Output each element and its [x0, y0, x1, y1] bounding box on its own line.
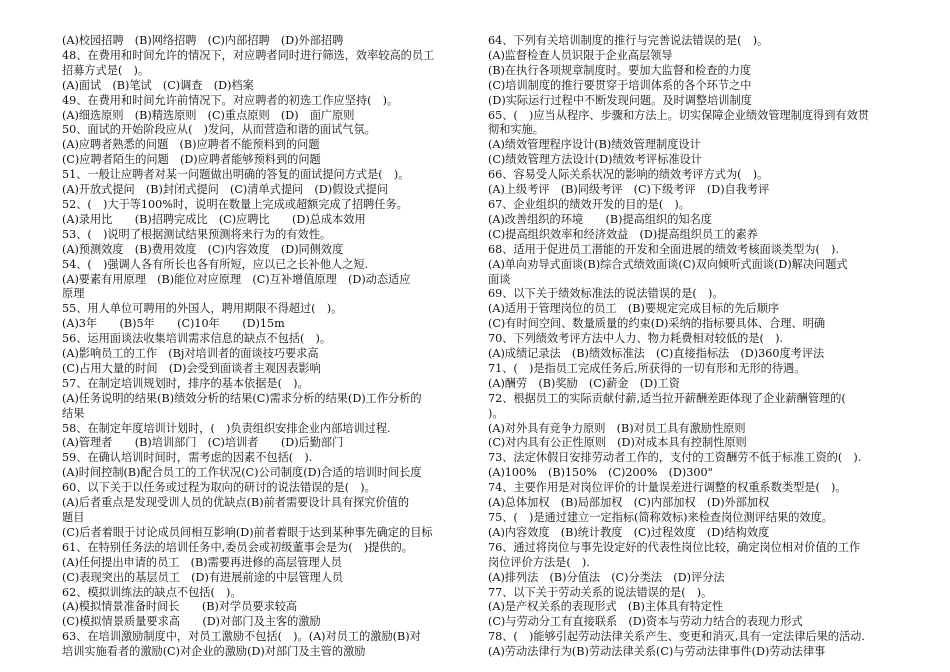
- left-column-line: (A)细选原则 (B)精选原则 (C)重点原则 (D) 面广原则: [62, 108, 355, 122]
- right-column-line: 70、下列绩效考评方法中人力、物力耗费相对较低的是( ).: [488, 332, 784, 346]
- left-column-line: (A)要素有用原理 (B)能位对应原理 (C)互补增值原理 (D)动态适应: [62, 272, 411, 286]
- right-column-line: 彻和实施。: [488, 123, 544, 137]
- left-column-line: (A)后者重点是发现受训人员的优缺点(B)前者需要设计具有探究价值的: [62, 496, 410, 510]
- right-column-line: (C)培训制度的推行要贯穿于培训体系的各个环节之中: [488, 78, 752, 92]
- right-column-line: )。: [488, 406, 504, 420]
- right-column-line: (A)100% (B)150% (C)200% (D)300": [488, 466, 713, 480]
- right-column-line: 66、容易受人际关系状况的影响的绩效考评方式为( )。: [488, 168, 769, 182]
- right-column-line: 72、根据员工的实际贡献付薪,适当拉开薪酬差距体现了企业薪酬管理的(: [488, 391, 846, 405]
- right-column-line: 78、( )能够引起劳动法律关系产生、变更和消灭,具有一定法律后果的活动.: [488, 630, 865, 644]
- right-column: [488, 34, 902, 660]
- right-column-line: 71、( )是指员工完成任务后,所获得的一切有形和无形的待遇。: [488, 361, 806, 375]
- left-column-line: 培训实施看者的激励(C)对企业的激励(D)对部门及主管的激励: [62, 645, 366, 659]
- left-column-line: 题目: [62, 511, 85, 524]
- right-column-line: (A)内容效度 (B)统计教度 (C)过程效度 (D)结构效度: [488, 525, 770, 539]
- right-column-line: 64、下列有关培训制度的推行与完善说法错误的是( )。: [488, 34, 769, 47]
- right-column-line: (C)绩效管理方法设计(D)绩效考评标准设计: [488, 153, 702, 167]
- right-column-line: (C)提高组织效率和经济效益 (D)提高组织员工的素养: [488, 227, 758, 241]
- right-column-line: (A)劳动法律行为(B)劳动法律关系(C)与劳动法律事件(D)劳动法律事: [488, 645, 826, 659]
- left-column-line: 61、在特别任务法的培训任务中,委员会或初级董事会是为( )提供的。: [62, 540, 413, 554]
- left-column-line: 52、( )大于等100%时，说明在数量上完成或超额完成了招聘任务。: [62, 197, 408, 211]
- right-column-line: (C)对内具有公正性原则 (D)对成本具有控制性原则: [488, 436, 747, 450]
- left-column-line: (C)表现突出的基层员工 (D)有进展前途的中层管理人员: [62, 570, 344, 584]
- left-column-line: 60、以下关于以任务或过程为取向的研讨的说法错误的是( )。: [62, 481, 376, 495]
- left-column-line: 54、( )强调人各有所长也各有所短，应以已之长补他人之短.: [62, 257, 369, 271]
- left-column-line: 48、在费用和时间允许的情况下，对应聘者同时进行筛选，效率较高的员工: [62, 48, 435, 62]
- right-column-line: 74、主要作用是对岗位评价的计量误差进行调整的权重系数类型是( )。: [488, 481, 847, 495]
- left-column-line: (A)影响员工的工作 (Bj对培训者的面谈技巧要求高: [62, 347, 319, 361]
- right-column-line: 68、适用于促进员工潜能的开发和全面进展的绩效考核面谈类型为( ).: [488, 242, 839, 256]
- left-column-line: (A)预测效度 (B)费用效度 (C)内容效度 (D)同侧效度: [62, 242, 344, 256]
- left-column-line: (C)模拟情景质量要求高 (D)对部门及主客的激励: [62, 615, 321, 629]
- left-column-line: 原理: [62, 287, 85, 301]
- left-column-line: 59、在确认培训时间时，需考虑的因素不包括( ).: [62, 451, 313, 465]
- right-column-line: (C)有时间空间、数量质量的约束(D)采纳的指标要具体、合理、明确: [488, 317, 826, 331]
- right-column-line: (D)实际运行过程中不断发现问题。及时调整培训制度: [488, 93, 752, 107]
- left-column-line: 50、面试的开始阶段应从( )发问，从而营造和谐的面试气氛。: [62, 123, 376, 137]
- left-column-line: (A)面试 (B)笔试 (C)调查 (D)档案: [62, 78, 254, 92]
- right-column-line: (A)总体加权 (B)局部加权 (C)内部加权 (D)外部加权: [488, 496, 770, 510]
- right-column-line: (A)酬劳 (B)奖励 (C)薪金 (D)工资: [488, 376, 680, 390]
- right-column-line: (A)上级考评 (B)同级考评 (C)下级考评 (D)自我考评: [488, 183, 770, 197]
- right-column-line: (A)成绩记录法 (B)绩效标准法 (C)直接指标法 (D)360度考评法: [488, 347, 825, 361]
- right-column-line: (A)适用于管理岗位的员工 (B)要规定完成目标的先后顺序: [488, 302, 780, 316]
- left-column-line: 63、在培训激励制度中，对员工激励不包括( )。(A)对员工的激励(B)对: [62, 630, 421, 644]
- left-column-line: (C)后者着眼于讨论成员间相互影响(D)前者着眼于达到某种事先确定的目标: [62, 525, 433, 539]
- left-column-line: 57、在制定培训规划时，排序的基本依据是( )。: [62, 376, 309, 390]
- right-column-line: (A)单向劝导式面谈(B)综合式绩效面谈(C)双向倾听式面谈(D)解决问题式: [488, 257, 848, 271]
- left-column-line: (C)占用大量的时间 (D)会受到面谈者主观因表影响: [62, 361, 321, 375]
- right-column-line: 67、企业组织的绩效开发的目的是( )。: [488, 197, 690, 211]
- left-column-line: (A)开放式提问 (B)封闭式提问 (C)清单式提问 (D)假设式提问: [62, 183, 389, 197]
- left-column-line: 58、在制定年度培训计划时，( )负责组织安排企业内部培训过程.: [62, 421, 391, 435]
- left-column-line: (A)模拟情景准备时间长 (B)对学员要求较高: [62, 600, 298, 614]
- right-column-line: 73、法定休假日安排劳动者工作的，支付的工资酬劳不低于标准工资的( ).: [488, 451, 862, 465]
- left-column-line: 51、一般让应聘者对某一问题做出明确的答复的面试提问方式是( )。: [62, 168, 410, 182]
- left-column-line: (A)录用比 (B)招聘完成比 (C)应聘比 (D)总成本效用: [62, 212, 366, 226]
- right-column-line: 69、以下关于绩效标准法的说法错误的是( )。: [488, 287, 724, 301]
- left-column-line: 62、模拟训练法的缺点不包括( )。: [62, 585, 242, 599]
- right-column-line: 75、( )是通过建立一定指标(简称效标)来检查岗位测评结果的效度。: [488, 511, 833, 524]
- left-column-line: (A)校园招聘 (B)网络招聘 (C)内部招聘 (D)外部招聘: [62, 34, 344, 47]
- left-column-line: 56、运用面谈法收集培训需求信息的缺点不包括( )。: [62, 332, 332, 346]
- right-column-line: (B)在执行各项规章制度时。要加大监督和检查的力度: [488, 63, 752, 77]
- right-column-line: (A)对外具有竞争力原则 (B)对员工具有激励性原则: [488, 421, 746, 435]
- left-column-line: 55、用人单位可聘用的外国人，聘用期限不得超过( )。: [62, 302, 343, 316]
- right-column-line: 76、通过将岗位与事先设定好的代表性岗位比较，确定岗位相对价值的工作: [488, 540, 861, 554]
- right-column-line: (A)改善组织的环境 (B)提高组织的知名度: [488, 212, 712, 226]
- left-column-line: 53、( )说明了根据测试结果预测将来行为的有效性。: [62, 227, 332, 241]
- left-column-line: (A)任务说明的结果(B)绩效分析的结果(C)需求分析的结果(D)工作分析的: [62, 391, 422, 405]
- left-column-line: (A)管理者 (B)培训部门 (C)培训者 (D)后勤部门: [62, 436, 344, 450]
- right-column-line: (A)是产权关系的表现形式 (B)主体具有特定性: [488, 600, 724, 614]
- right-column-line: (A)监督检查人员识限于企业高层领导: [488, 48, 673, 62]
- left-column-line: (C)应聘者陌生的问题 (D)应聘者能够预料到的问题: [62, 153, 321, 167]
- left-column-line: (A)应聘者熟悉的问题 (B)应聘者不能预料到的问题: [62, 138, 320, 152]
- right-column-line: (A)排列法 (B)分值法 (C)分类法 (D)评分法: [488, 570, 725, 584]
- right-column-line: 岗位评价方法是( ).: [488, 555, 590, 569]
- left-column-line: (A)时间控制(B)配合员工的工作状况(C)公司制度(D)合适的培训时间长度: [62, 466, 422, 480]
- right-column-line: 面谈: [488, 272, 511, 286]
- left-column-line: 49、在费用和时间允许前情况下。对应聘者的初选工作应坚持( )。: [62, 93, 399, 107]
- right-column-line: (A)绩效管理程序设计(B)绩效管理制度设计: [488, 138, 701, 152]
- left-column-line: 招募方式是( )。: [62, 63, 150, 77]
- left-column-line: (A)3年 (B)5年 (C)10年 (D)15m: [62, 317, 285, 331]
- left-column: [62, 34, 472, 660]
- right-column-line: (C)与劳动分工有直接联系 (D)资本与劳动力结合的表现力形式: [488, 615, 803, 629]
- left-column-line: (A)任何提出申请的员工 (B)需要再进修的高层管理人员: [62, 555, 342, 569]
- left-column-line: 结果: [62, 406, 85, 420]
- right-column-line: 77、以下关于劳动关系的说法错误的是( )。: [488, 585, 713, 599]
- right-column-line: 65、( )应当从程序、步骤和方法上。切实保障企业绩效管理制度得到有效贯: [488, 108, 869, 122]
